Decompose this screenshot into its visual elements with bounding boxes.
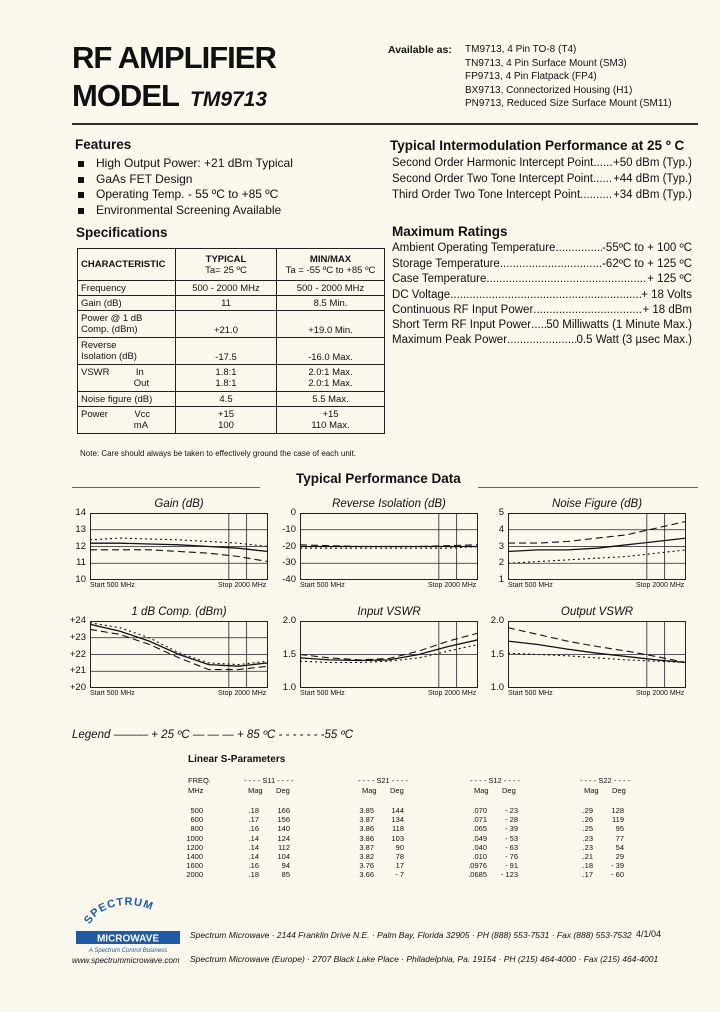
sparam-cell: .29	[582, 806, 593, 815]
sparam-cell: 3.87	[359, 815, 374, 825]
sparam-cell: 85	[281, 870, 290, 880]
y-tick-label: 12	[75, 540, 86, 552]
sparam-cell: 3.87	[359, 842, 374, 852]
sparam-cell: 600	[190, 815, 203, 825]
logo-mid-text: MICROWAVE	[96, 933, 160, 945]
sparam-cell: 124	[277, 833, 290, 843]
y-tick-label: +24	[69, 615, 86, 626]
sparam-cell: .25	[582, 824, 593, 834]
sparam-cell: .0685	[468, 870, 487, 880]
sparam-cell: 94	[281, 861, 290, 871]
sparam-cell: 140	[277, 824, 290, 834]
y-tick-label: -40	[282, 574, 296, 585]
sparam-cell: .071	[472, 815, 487, 825]
sparam-cell: 800	[190, 824, 203, 834]
y-tick-label: 1.0	[282, 682, 296, 693]
sparam-cell: .14	[248, 842, 259, 852]
rating-row: Maximum Peak Power ..... 0.5 Watt (3 µsec Max.)	[392, 334, 692, 346]
x-start-label: Start 500 MHz	[300, 582, 345, 589]
sparam-cell: .049	[472, 833, 487, 843]
footer-address-us: Spectrum Microwave · 2144 Franklin Drive N.E. · Palm Bay, Florida 32905 · PH (888) 553-7531 · Fax (888) 553-7532	[190, 930, 632, 940]
available-item: TN9713, 4 Pin Surface Mount (SM3)	[465, 57, 627, 69]
sparam-cell: 104	[277, 852, 290, 861]
sparam-cell: 1200	[186, 842, 203, 852]
table-row: VSWR In Out 1.8:1 1.8:1 2.0:1 Max. 2.0:1 Max.	[78, 365, 385, 392]
sparam-cell: 29	[615, 852, 624, 861]
x-start-label: Start 500 MHz	[508, 690, 553, 697]
series-line-1	[90, 629, 268, 669]
sparam-cell: .23	[582, 842, 593, 852]
sparam-sub-header: Mag	[584, 786, 599, 795]
y-tick-label: 1	[498, 574, 504, 585]
series-line-1	[300, 633, 478, 660]
y-tick-label: 1.0	[490, 682, 504, 693]
footer-date: 4/1/04	[636, 929, 662, 939]
table-row: Power Vcc mA +15 100 +15 110 Max.	[78, 407, 385, 434]
title-line-1: RF AMPLIFIER	[72, 40, 276, 75]
x-stop-label: Stop 2000 MHz	[428, 582, 477, 589]
y-tick-label: -30	[282, 557, 296, 569]
table-row: Reverse Isolation (dB) -17.5 -16.0 Max.	[78, 338, 385, 365]
sparam-cell: 78	[395, 852, 404, 861]
logo-top-text: SPECTRUM	[82, 895, 156, 927]
features-heading: Features	[75, 137, 132, 152]
sparam-cell: 103	[391, 833, 404, 843]
sparam-cell: .0976	[468, 861, 487, 871]
header-divider	[72, 123, 698, 125]
sparam-cell: .070	[472, 806, 487, 815]
sparam-cell: .18	[248, 806, 259, 815]
table-row: Gain (dB) 11 8.5 Min.	[78, 296, 385, 311]
table-header-row	[78, 249, 385, 281]
sparam-cell: 2000	[186, 870, 203, 880]
sparam-cell: 134	[391, 815, 404, 825]
sparam-cell: 144	[391, 806, 404, 815]
y-tick-label: 2.0	[490, 615, 504, 626]
chart-title: Input VSWR	[357, 606, 421, 618]
sparam-cell: - 28	[505, 815, 518, 825]
rating-row: Continuous RF Input Power ..... + 18 dBm	[392, 304, 692, 316]
rating-row: DC Voltage ..... + 18 Volts	[392, 289, 692, 301]
rating-row: Ambient Operating Temperature ..... -55ºC to + 100 ºC	[392, 242, 692, 254]
y-tick-label: 4	[498, 523, 504, 535]
x-start-label: Start 500 MHz	[90, 582, 135, 589]
sparam-cell: .26	[582, 815, 593, 825]
sparam-sub-header: Deg	[276, 786, 290, 795]
rating-row: Storage Temperature ..... -62ºC to + 125 ºC	[392, 258, 692, 270]
sparam-cell: 1000	[186, 833, 203, 843]
intermod-row: Third Order Two Tone Intercept Point ..... +34 dBm (Typ.)	[392, 189, 692, 201]
rating-row: Case Temperature ..... + 125 ºC	[392, 273, 692, 285]
bullet-icon	[78, 161, 84, 167]
logo-sub-text: A Spectrum Control Business	[88, 948, 168, 954]
table-header-cell: TYPICAL Ta= 25 ºC	[176, 249, 277, 281]
intermod-row: Second Order Two Tone Intercept Point ..... +44 dBm (Typ.)	[392, 173, 692, 185]
sparam-cell: .065	[472, 824, 487, 834]
y-tick-label: 13	[75, 523, 86, 535]
sparam-cell: 95	[615, 824, 624, 834]
sparam-cell: - 91	[505, 861, 518, 871]
available-item: FP9713, 4 Pin Flatpack (FP4)	[465, 71, 597, 83]
chart-title: Gain (dB)	[154, 498, 204, 510]
intermod-heading: Typical Intermodulation Performance at 25 º C	[390, 138, 685, 153]
freq-header: FREQ.	[188, 776, 211, 785]
model-number: TM9713	[190, 88, 268, 111]
sparam-cell: .16	[248, 861, 259, 871]
rule-left	[72, 487, 260, 488]
y-tick-label: 2	[498, 557, 504, 569]
rating-row: Short Term RF Input Power ..... 50 Milliwatts (1 Minute Max.)	[392, 319, 692, 331]
sparam-cell: .21	[582, 852, 593, 861]
series-line-1	[90, 550, 268, 562]
sparam-cell: .14	[248, 852, 259, 861]
available-item: BX9713, Connectorized Housing (H1)	[465, 84, 633, 96]
svg-text:SPECTRUM	[82, 896, 155, 926]
sparam-sub-header: Deg	[502, 786, 516, 795]
chart-title: Reverse Isolation (dB)	[332, 498, 446, 510]
x-start-label: Start 500 MHz	[300, 690, 345, 697]
sparam-cell: 500	[190, 806, 203, 815]
y-tick-label: +20	[69, 682, 86, 693]
freq-unit: MHz	[188, 786, 204, 795]
sparam-cell: 3.86	[359, 824, 374, 834]
sparam-cell: - 123	[500, 870, 518, 880]
y-tick-label: +21	[69, 665, 86, 677]
sparam-cell: .23	[582, 833, 593, 843]
sparam-cell: .010	[472, 852, 487, 861]
sparam-cell: 112	[278, 842, 290, 852]
available-item: TM9713, 4 Pin TO-8 (T4)	[465, 44, 577, 55]
footer-address-europe: Spectrum Microwave (Europe) · 2707 Black Lake Place · Philadelphia, Pa. 19154 · PH (215) 464-4000 · Fax (215) 464-4001	[190, 954, 659, 964]
sparam-cell: .040	[472, 842, 487, 852]
sparam-cell: 3.86	[359, 833, 374, 843]
sparam-cell: .18	[248, 870, 259, 880]
series-line-0	[508, 641, 686, 662]
x-stop-label: Stop 2000 MHz	[428, 690, 477, 697]
y-tick-label: 10	[75, 574, 86, 585]
performance-heading: Typical Performance Data	[296, 471, 461, 486]
bullet-icon	[78, 177, 84, 183]
available-label: Available as:	[388, 44, 452, 56]
series-line-0	[90, 624, 268, 666]
sparam-cell: 77	[615, 833, 624, 843]
max-ratings-heading: Maximum Ratings	[392, 224, 508, 239]
feature-item: Operating Temp. - 55 ºC to +85 ºC	[78, 187, 278, 201]
sparam-cell: 17	[395, 861, 404, 871]
sparam-cell: .14	[248, 833, 259, 843]
sparam-sub-header: Deg	[612, 786, 626, 795]
y-tick-label: 2.0	[282, 615, 296, 626]
chart-title: 1 dB Comp. (dBm)	[131, 606, 227, 618]
y-tick-label: +23	[69, 631, 86, 643]
title-line-2: MODEL	[72, 78, 179, 113]
y-tick-label: 1.5	[282, 648, 296, 660]
series-line-2	[508, 550, 686, 563]
feature-item: High Output Power: +21 dBm Typical	[78, 156, 293, 170]
sparam-cell: 3.66	[359, 870, 374, 880]
sparam-group-header: - - - - S12 - - - -	[470, 776, 520, 785]
sparam-cell: 54	[615, 842, 624, 852]
x-start-label: Start 500 MHz	[90, 690, 135, 697]
sparam-cell: - 53	[505, 833, 518, 843]
sparam-cell: 156	[277, 815, 290, 825]
table-note: Note: Care should always be taken to effectively ground the case of each unit.	[80, 449, 357, 458]
chart-legend: Legend ——— + 25 ºC — — — + 85 ºC - - - - - - -55 ºC	[72, 729, 354, 741]
y-tick-label: -20	[282, 540, 296, 552]
chart-5	[508, 621, 686, 688]
sparam-cell: 128	[611, 806, 624, 815]
y-tick-label: 14	[75, 507, 86, 518]
sparam-cell: - 23	[505, 806, 518, 815]
y-tick-label: 1.5	[490, 648, 504, 660]
chart-0	[90, 513, 268, 580]
sparams-heading: Linear S-Parameters	[188, 754, 286, 765]
table-row: Noise figure (dB) 4.5 5.5 Max.	[78, 392, 385, 407]
sparam-cell: - 63	[505, 842, 518, 852]
series-line-0	[508, 538, 686, 551]
y-tick-label: 5	[498, 507, 504, 518]
y-tick-label: +22	[69, 648, 86, 660]
sparam-cell: 3.85	[359, 806, 374, 815]
rule-right	[478, 487, 698, 488]
sparam-sub-header: Mag	[248, 786, 263, 795]
available-item: PN9713, Reduced Size Surface Mount (SM11)	[465, 98, 672, 110]
sparam-cell: .16	[248, 824, 259, 834]
chart-4	[300, 621, 478, 688]
footer-url[interactable]: www.spectrummicrowave.com	[72, 956, 180, 965]
specifications-table	[77, 248, 385, 434]
sparam-group-header: - - - - S21 - - - -	[358, 776, 408, 785]
chart-title: Noise Figure (dB)	[551, 498, 643, 510]
feature-item: Environmental Screening Available	[78, 203, 281, 217]
sparam-cell: .17	[582, 870, 593, 880]
sparam-cell: - 39	[505, 824, 518, 834]
sparam-cell: 119	[612, 815, 624, 825]
table-row: Frequency 500 - 2000 MHz 500 - 2000 MHz	[78, 281, 385, 296]
sparam-cell: 1600	[186, 861, 203, 871]
x-stop-label: Stop 2000 MHz	[218, 582, 267, 589]
feature-item: GaAs FET Design	[78, 172, 192, 186]
table-header-cell: CHARACTERISTIC	[78, 249, 176, 281]
sparam-cell: 90	[395, 842, 404, 852]
x-stop-label: Stop 2000 MHz	[218, 690, 267, 697]
x-stop-label: Stop 2000 MHz	[636, 582, 685, 589]
sparam-cell: 166	[277, 806, 290, 815]
sparam-cell: 3.82	[359, 852, 374, 861]
sparam-sub-header: Mag	[474, 786, 489, 795]
sparam-cell: - 76	[505, 852, 518, 861]
bullet-icon	[78, 192, 84, 198]
table-row: Power @ 1 dB Comp. (dBm) +21.0 +19.0 Min.	[78, 311, 385, 338]
sparam-cell: 1400	[186, 852, 203, 861]
y-tick-label: 11	[76, 557, 86, 569]
sparam-sub-header: Mag	[362, 786, 377, 795]
table-header-cell: MIN/MAX Ta = -55 ºC to +85 ºC	[277, 249, 385, 281]
y-tick-label: -10	[282, 523, 296, 535]
series-line-1	[508, 521, 686, 543]
chart-2	[508, 513, 686, 580]
x-start-label: Start 500 MHz	[508, 582, 553, 589]
y-tick-label: 0	[290, 507, 296, 518]
sparam-cell: - 39	[611, 861, 624, 871]
x-stop-label: Stop 2000 MHz	[636, 690, 685, 697]
sparam-cell: - 60	[611, 870, 624, 880]
chart-title: Output VSWR	[560, 606, 634, 618]
y-tick-label: 3	[498, 540, 504, 552]
sparam-sub-header: Deg	[390, 786, 404, 795]
series-line-1	[508, 628, 686, 663]
sparam-cell: 118	[392, 824, 404, 834]
available-list	[465, 43, 672, 111]
sparam-cell: .17	[248, 815, 259, 825]
chart-1	[300, 513, 478, 580]
sparam-cell: 3.76	[359, 861, 374, 871]
intermod-row: Second Order Harmonic Intercept Point ..... +50 dBm (Typ.)	[392, 157, 692, 169]
sparam-group-header: - - - - S22 - - - -	[580, 776, 630, 785]
sparam-group-header: - - - - S11 - - - -	[244, 776, 294, 785]
sparam-cell: .18	[582, 861, 593, 871]
sparam-cell: - 7	[395, 870, 404, 880]
specifications-heading: Specifications	[76, 225, 168, 240]
bullet-icon	[78, 208, 84, 214]
spectrum-logo	[72, 895, 184, 955]
chart-3	[90, 621, 268, 688]
